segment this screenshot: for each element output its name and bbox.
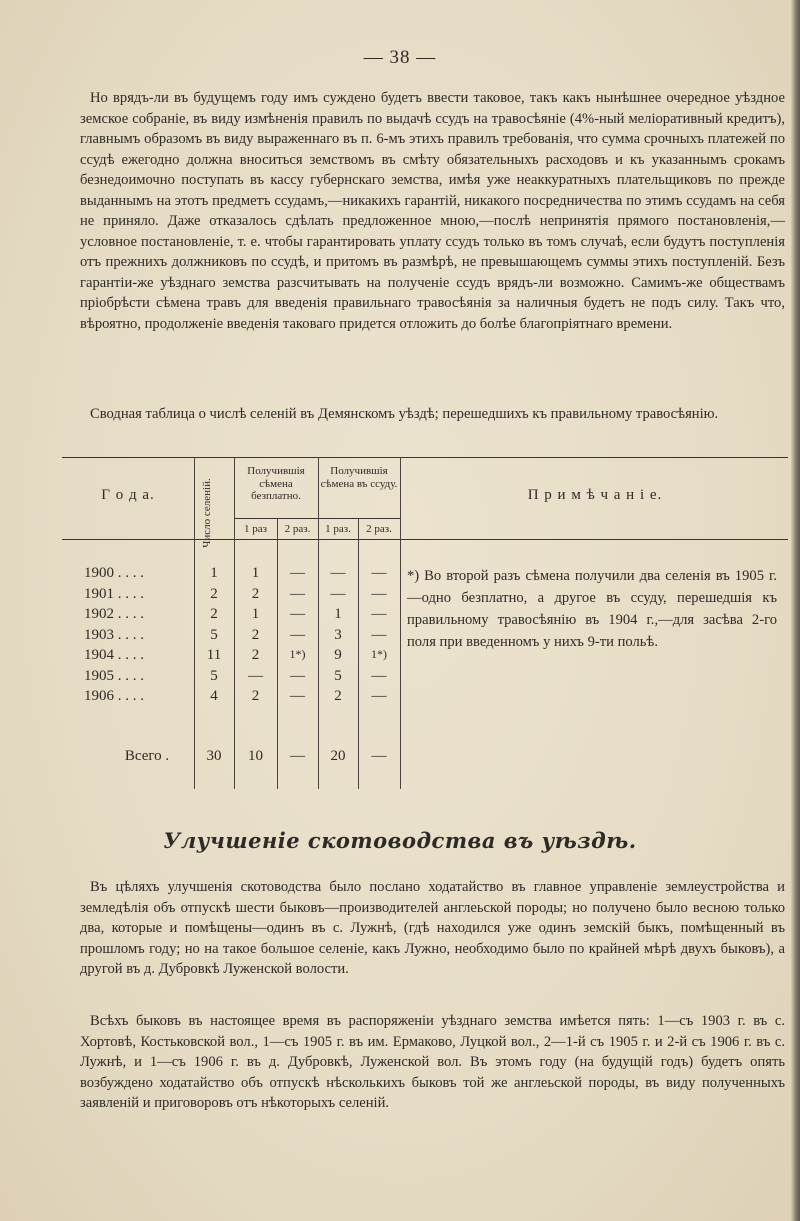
row-loan-2: —: [371, 667, 387, 684]
row-loan-1: —: [330, 565, 346, 581]
header-note: П р и м ѣ ч а н і е.: [527, 487, 663, 503]
header-free: Получившія сѣмена безплатно.: [247, 465, 305, 502]
row-loan-1: 2: [334, 688, 342, 704]
row-free-2: —: [290, 626, 305, 643]
total-count: 30: [206, 748, 222, 764]
row-loan-2: —: [371, 565, 387, 581]
paragraph-4: [80, 1011, 785, 1114]
row-loan-1: 9: [334, 647, 342, 663]
header-count-text: Число селеній.: [201, 478, 213, 548]
row-free-2: —: [290, 667, 305, 684]
total-free-2: —: [290, 748, 305, 764]
row-loan-2: —: [371, 626, 387, 643]
row-year: 1905 . . . .: [84, 667, 144, 684]
row-loan-2: —: [371, 606, 387, 622]
row-loan-1: 5: [334, 667, 342, 684]
row-free-2: —: [290, 688, 305, 704]
total-label: Всего .: [124, 748, 170, 764]
row-free-1: 2: [251, 688, 260, 704]
subheader-free-2: 2 раз.: [284, 523, 311, 535]
header-years: Г о д а.: [101, 487, 155, 503]
header-count: [198, 473, 216, 553]
row-count: 5: [210, 626, 218, 643]
table-vline: [400, 457, 401, 789]
row-count: 5: [210, 667, 218, 684]
table-vline: [194, 457, 195, 789]
total-loan-2: —: [371, 748, 387, 764]
paragraph-1-text: Но врядъ-ли въ будущемъ году имъ суждено будетъ ввести таковое, такъ какъ нынѣшнее очередное уѣздное земское собраніе, въ виду измѣненія правилъ по выдачѣ ссудъ на травосѣяніе (4%-ный меліоративный кредитъ), главнымъ образомъ въ виду выраженнаго въ п. 6-мъ этихъ правилъ требованія, что сумма срочныхъ платежей по ссудѣ ежегодно должна вноситься земствомъ въ смѣту обязательныхъ расходовъ и къ указаннымъ срокамъ безнедоимочно поступать въ кассу губернскаго земства, имѣя уже неаккуратныхъ плательщиковъ по прежде выданнымъ на этотъ предметъ ссудамъ,—никакихъ гарантій, никакого посредничества по этимъ ссудамъ на себя не приняло. Даже отказалось сдѣлать предложенное мною,—послѣ непринятія прямого постановленія,—условное постановленіе, т. е. чтобы гарантировать уплату ссудъ только въ томъ случаѣ, если будутъ поступленія отъ прежнихъ должниковъ по ссудѣ, и притомъ въ размѣрѣ, не превышающемъ суммы этихъ поступленій. Безъ гарантіи-же уѣзднаго земства разсчитывать на полученіе ссудъ врядъ-ли возможно. Самимъ-же обществамъ пріобрѣсти сѣмена травъ для введенія правильнаго травосѣянія за наличныя будетъ не подъ силу. Такъ что, вѣроятно, продолженіе введенія таковаго придется отложить до болѣе благопріятнаго времени.: [80, 90, 785, 332]
table-caption: [80, 404, 785, 425]
table-note: *) Во второй разъ сѣмена получили два селенія въ 1905 г.—одно безплатно, а другое въ ссуду, перешедшія къ правильному травосѣянію въ 1904 г.,—для засѣва 2-го поля при введенномъ у нихъ 9-ти польѣ.: [407, 568, 777, 650]
row-count: 1: [210, 565, 218, 581]
subheader-loan-1: 1 раз.: [325, 523, 351, 535]
page-edge: [791, 0, 800, 1221]
row-free-1: 1: [251, 565, 260, 581]
total-loan-1: 20: [330, 748, 346, 764]
table-subheader-rule: [234, 518, 400, 519]
row-year: 1900 . . . .: [84, 565, 144, 581]
table-top-rule: [62, 457, 788, 458]
row-free-1: —: [248, 667, 263, 684]
summary-table: [62, 457, 788, 789]
table-header-rule: [62, 539, 788, 540]
row-year: 1902 . . . .: [84, 606, 144, 622]
row-count: 2: [210, 606, 218, 622]
row-year: 1906 . . . .: [84, 688, 144, 704]
row-loan-2: —: [371, 585, 387, 602]
row-free-1: 2: [251, 647, 260, 663]
row-loan-2: —: [371, 688, 387, 704]
paragraph-3-text: Въ цѣляхъ улучшенія скотоводства было послано ходатайство въ главное управленіе землеустройства и земледѣлія объ отпускѣ шести быковъ—производителей англеьской породы; но получено было весною только два, которые и помѣщены—одинъ въ с. Лужнѣ, (гдѣ находился уже одинъ земскій быкъ, помѣщенный въ прошломъ году; но на такое большое селеніе, какъ Лужно, необходимо было по крайней мѣрѣ двухъ быковъ), а другой въ д. Дубровкѣ Луженской волости.: [80, 879, 785, 977]
row-year: 1903 . . . .: [84, 626, 144, 643]
total-free-1: 10: [248, 748, 263, 764]
row-count: 4: [210, 688, 218, 704]
row-free-2: —: [290, 565, 305, 581]
row-free-1: 2: [251, 626, 260, 643]
row-free-2: 1*): [289, 647, 306, 661]
paragraph-1: [80, 88, 785, 334]
paragraph-3: [80, 877, 785, 980]
row-free-2: —: [290, 585, 305, 602]
table-caption-text: Сводная таблица о числѣ селеній въ Демянскомъ уѣздѣ; перешедшихъ къ правильному травосѣянію.: [90, 406, 719, 422]
row-loan-2: 1*): [371, 647, 387, 661]
row-free-1: 1: [251, 606, 260, 622]
table-vline: [234, 457, 235, 789]
row-year: 1904 . . . .: [84, 647, 144, 663]
subheader-loan-2: 2 раз.: [366, 523, 392, 535]
header-loan: Получившія сѣмена въ ссуду.: [320, 465, 398, 490]
row-year: 1901 . . . .: [84, 585, 144, 602]
row-count: 11: [206, 647, 222, 663]
row-count: 2: [210, 585, 218, 602]
page-number: — 38 —: [363, 47, 437, 68]
row-free-2: —: [290, 606, 305, 622]
row-loan-1: 3: [334, 626, 342, 643]
section-heading: Улучшеніе скотоводства въ уѣздѣ.: [163, 828, 637, 853]
row-free-1: 2: [251, 585, 260, 602]
paragraph-4-text: Всѣхъ быковъ въ настоящее время въ распоряженіи уѣзднаго земства имѣется пять: 1—съ 1903 г. въ с. Хортовѣ, Костьковской вол., 1—съ 1905 г. въ им. Ермаково, Луцкой вол., 2—1-й съ 1905 г. и 2-й съ 1906 г. въ с. Лужнѣ, и 1—съ 1906 г. въ д. Дубровкѣ, Луженской вол. Въ этомъ году (на будущій годъ) будетъ опять возбуждено ходатайство объ отпускѣ нѣсколькихъ быковъ той же англеьской породы, въ виду полученныхъ заявленій и приговоровъ отъ нѣкоторыхъ селеній.: [80, 1013, 785, 1111]
row-loan-1: 1: [334, 606, 342, 622]
table-vline: [318, 457, 319, 789]
row-loan-1: —: [330, 585, 346, 602]
subheader-free-1: 1 раз: [244, 523, 267, 535]
